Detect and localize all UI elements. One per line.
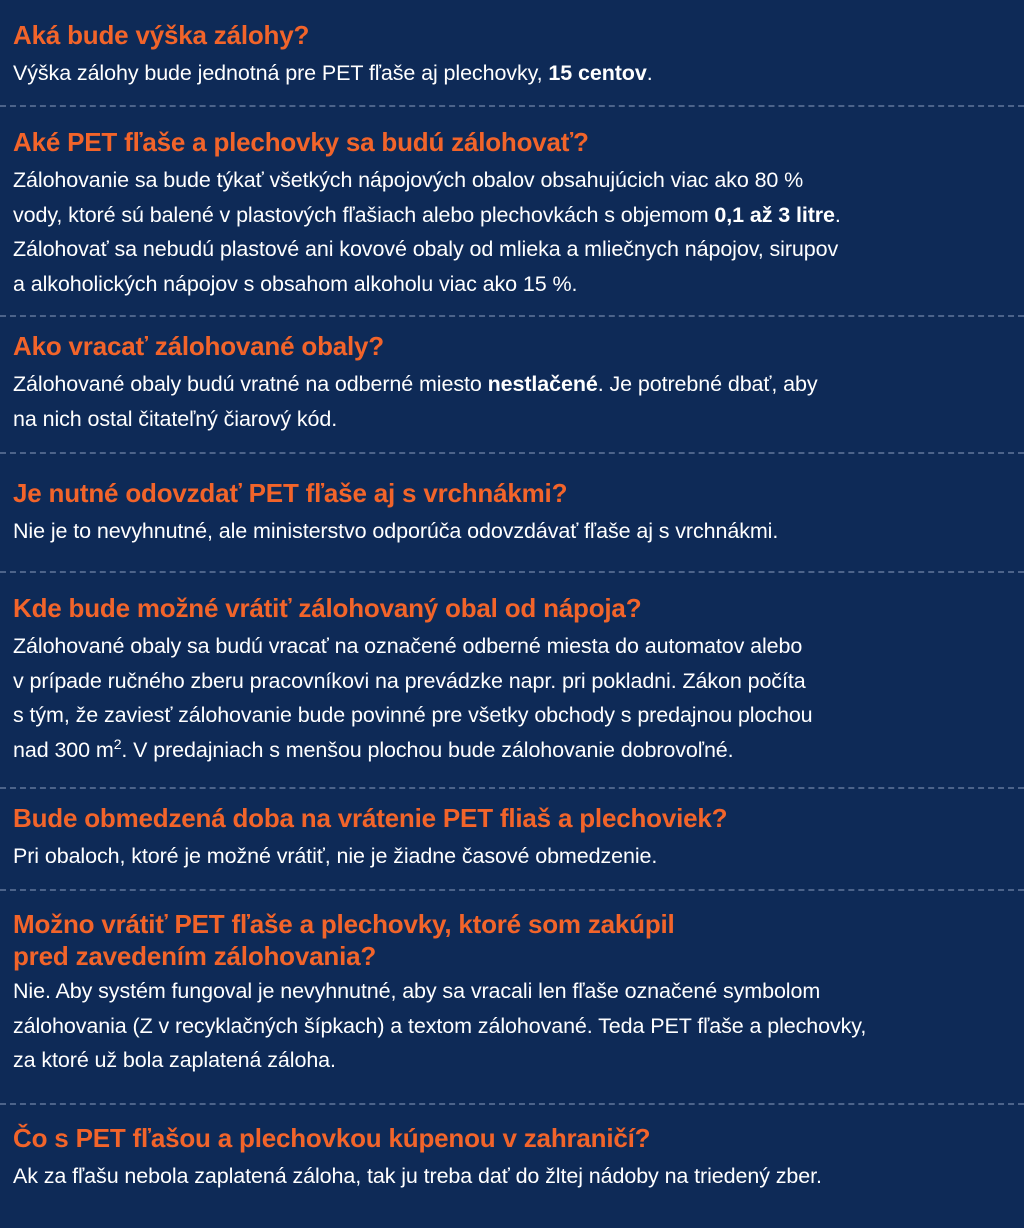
faq-item: [0, 330, 1024, 436]
faq-question: Aké PET fľaše a plechovky sa budú zálohovať?: [13, 127, 589, 157]
answer-text: .: [646, 61, 653, 85]
faq-item: [0, 1122, 1024, 1194]
faq-item: [0, 592, 1024, 767]
faq-answer: [13, 839, 1012, 874]
answer-text: za ktoré už bola zaplatená záloha.: [13, 1048, 336, 1072]
answer-text: zálohovania (Z v recyklačných šípkach) a textom zálohované. Teda PET fľaše a plechovky,: [13, 1013, 867, 1038]
faq-answer: [13, 56, 1012, 91]
answer-text: s tým, že zaviesť zálohovanie bude povinné pre všetky obchody s predajnou plochou: [13, 703, 813, 727]
superscript-text: 2: [113, 735, 122, 752]
answer-text: na nich ostal čitateľný čiarový kód.: [13, 406, 338, 431]
faq-answer: [13, 629, 1012, 767]
faq-item: [0, 477, 1024, 549]
faq-item: [0, 126, 1024, 301]
faq-question-line: Možno vrátiť PET fľaše a plechovky, ktoré som zakúpil: [13, 909, 675, 939]
faq-item: [0, 19, 1024, 91]
answer-text: . Je potrebné dbať, aby: [597, 372, 818, 396]
answer-text: Nie je to nevyhnutné, ale ministerstvo odporúča odovzdávať fľaše aj s vrchnákmi.: [13, 519, 779, 543]
answer-text: vody, ktoré sú balené v plastových fľašiach alebo plechovkách s objemom: [13, 202, 715, 227]
faq-question: Bude obmedzená doba na vrátenie PET fliaš a plechoviek?: [13, 803, 728, 833]
divider: [0, 105, 1024, 107]
answer-text: Ak za fľašu nebola zaplatená záloha, tak ju treba dať do žltej nádoby na triedený zber.: [13, 1164, 822, 1188]
divider: [0, 315, 1024, 317]
answer-text: Výška zálohy bude jednotná pre PET fľaše aj plechovky,: [13, 61, 549, 85]
answer-text: nad 300 m: [13, 737, 114, 762]
answer-text: Pri obaloch, ktoré je možné vrátiť, nie je žiadne časové obmedzenie.: [13, 844, 658, 868]
faq-item: [0, 908, 1024, 1078]
divider: [0, 452, 1024, 454]
faq-answer: [13, 163, 1012, 301]
answer-text: Zálohované obaly budú vratné na odberné miesto: [13, 372, 488, 396]
faq-answer: [13, 514, 1012, 549]
faq-question: Kde bude možné vrátiť zálohovaný obal od nápoja?: [13, 593, 642, 623]
faq-question: Ako vracať zálohované obaly?: [13, 331, 384, 361]
answer-text: Zálohované obaly sa budú vracať na označené odberné miesta do automatov alebo: [13, 634, 803, 658]
faq-answer: [13, 1159, 1012, 1194]
emphasis-text: 15 centov: [548, 61, 647, 85]
answer-text: .: [834, 202, 841, 227]
faq-answer: [13, 974, 1012, 1078]
faq-item: [0, 802, 1024, 874]
faq-question-line: pred zavedením zálohovania?: [13, 941, 377, 971]
divider: [0, 571, 1024, 573]
faq-question: Aká bude výška zálohy?: [13, 20, 310, 50]
answer-text: . V predajniach s menšou plochou bude zálohovanie dobrovoľné.: [121, 737, 734, 762]
divider: [0, 787, 1024, 789]
answer-text: Zálohovať sa nebudú plastové ani kovové obaly od mlieka a mliečnych nápojov, sirupov: [13, 237, 839, 261]
emphasis-text: 0,1 až 3 litre: [714, 202, 835, 227]
divider: [0, 1103, 1024, 1105]
faq-question: Je nutné odovzdať PET fľaše aj s vrchnákmi?: [13, 478, 568, 508]
answer-text: Zálohovanie sa bude týkať všetkých nápojových obalov obsahujúcich viac ako 80 %: [13, 168, 804, 192]
answer-text: a alkoholických nápojov s obsahom alkoholu viac ako 15 %.: [13, 271, 578, 296]
answer-text: Nie. Aby systém fungoval je nevyhnutné, aby sa vracali len fľaše označené symbolom: [13, 979, 821, 1003]
divider: [0, 889, 1024, 891]
emphasis-text: nestlačené: [487, 372, 598, 396]
faq-question: Čo s PET fľašou a plechovkou kúpenou v zahraničí?: [13, 1123, 651, 1153]
faq-question: [13, 908, 1012, 972]
faq-answer: [13, 367, 1012, 436]
answer-text: v prípade ručného zberu pracovníkovi na prevádzke napr. pri pokladni. Zákon počíta: [13, 668, 806, 693]
